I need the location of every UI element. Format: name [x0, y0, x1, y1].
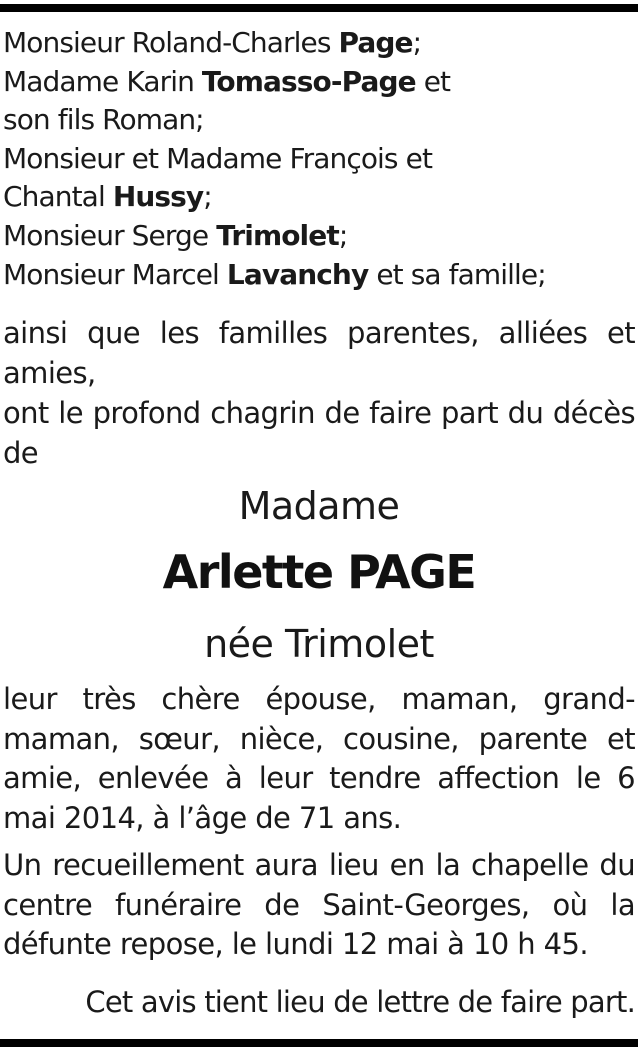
family-surname: Trimolet: [216, 218, 339, 252]
family-line-text: Monsieur et Madame François et: [3, 141, 433, 175]
family-line: [3, 217, 635, 256]
family-line-text: Chantal: [3, 180, 113, 214]
family-line: [3, 256, 635, 295]
family-line-text: Monsieur Marcel: [3, 257, 227, 291]
deceased-name: Arlette PAGE: [162, 545, 476, 599]
family-line-text: Monsieur Serge: [3, 218, 217, 252]
family-line-text: Monsieur Roland-Charles: [3, 26, 339, 59]
family-surname: Hussy: [112, 180, 204, 214]
family-line-text: son fils Roman;: [3, 103, 204, 137]
bottom-rule: [0, 1039, 638, 1047]
family-line: [3, 101, 635, 140]
family-line: [3, 178, 635, 217]
ceremony-paragraph: Un recueillement aura lieu en la chapelle du centre funéraire de Saint-Georges, où la défunte repose, le lundi 12 mai à 10 h 45.: [3, 848, 635, 961]
deceased-maiden-name: née Trimolet: [204, 622, 434, 666]
family-line-text: Madame Karin: [3, 64, 202, 98]
family-line-suffix: ;: [203, 180, 212, 214]
relatives-paragraph: ainsi que les familles parentes, alliées et amies,: [3, 316, 635, 390]
announcement-paragraph: ont le profond chagrin de faire part du décès de: [3, 396, 635, 470]
family-line-suffix: ;: [338, 218, 348, 252]
family-line-suffix: et: [415, 64, 451, 98]
family-line: [3, 140, 635, 179]
family-surname: Page: [338, 26, 413, 59]
family-line-suffix: ;: [412, 26, 422, 59]
family-line-suffix: et sa famille;: [368, 257, 546, 291]
family-list: [3, 24, 635, 294]
family-surname: Tomasso-Page: [201, 64, 416, 98]
top-rule: [0, 4, 638, 12]
family-surname: Lavanchy: [226, 257, 369, 291]
description-paragraph: leur très chère épouse, maman, grand-maman, sœur, nièce, cousine, parente et amie, enlevée à leur tendre affection le 6 mai 2014, à l’âge de 71 ans.: [3, 682, 635, 835]
family-line: [3, 24, 635, 63]
deceased-title: Madame: [238, 484, 400, 528]
family-line: [3, 63, 635, 102]
closing-note: Cet avis tient lieu de lettre de faire part.: [85, 985, 635, 1019]
